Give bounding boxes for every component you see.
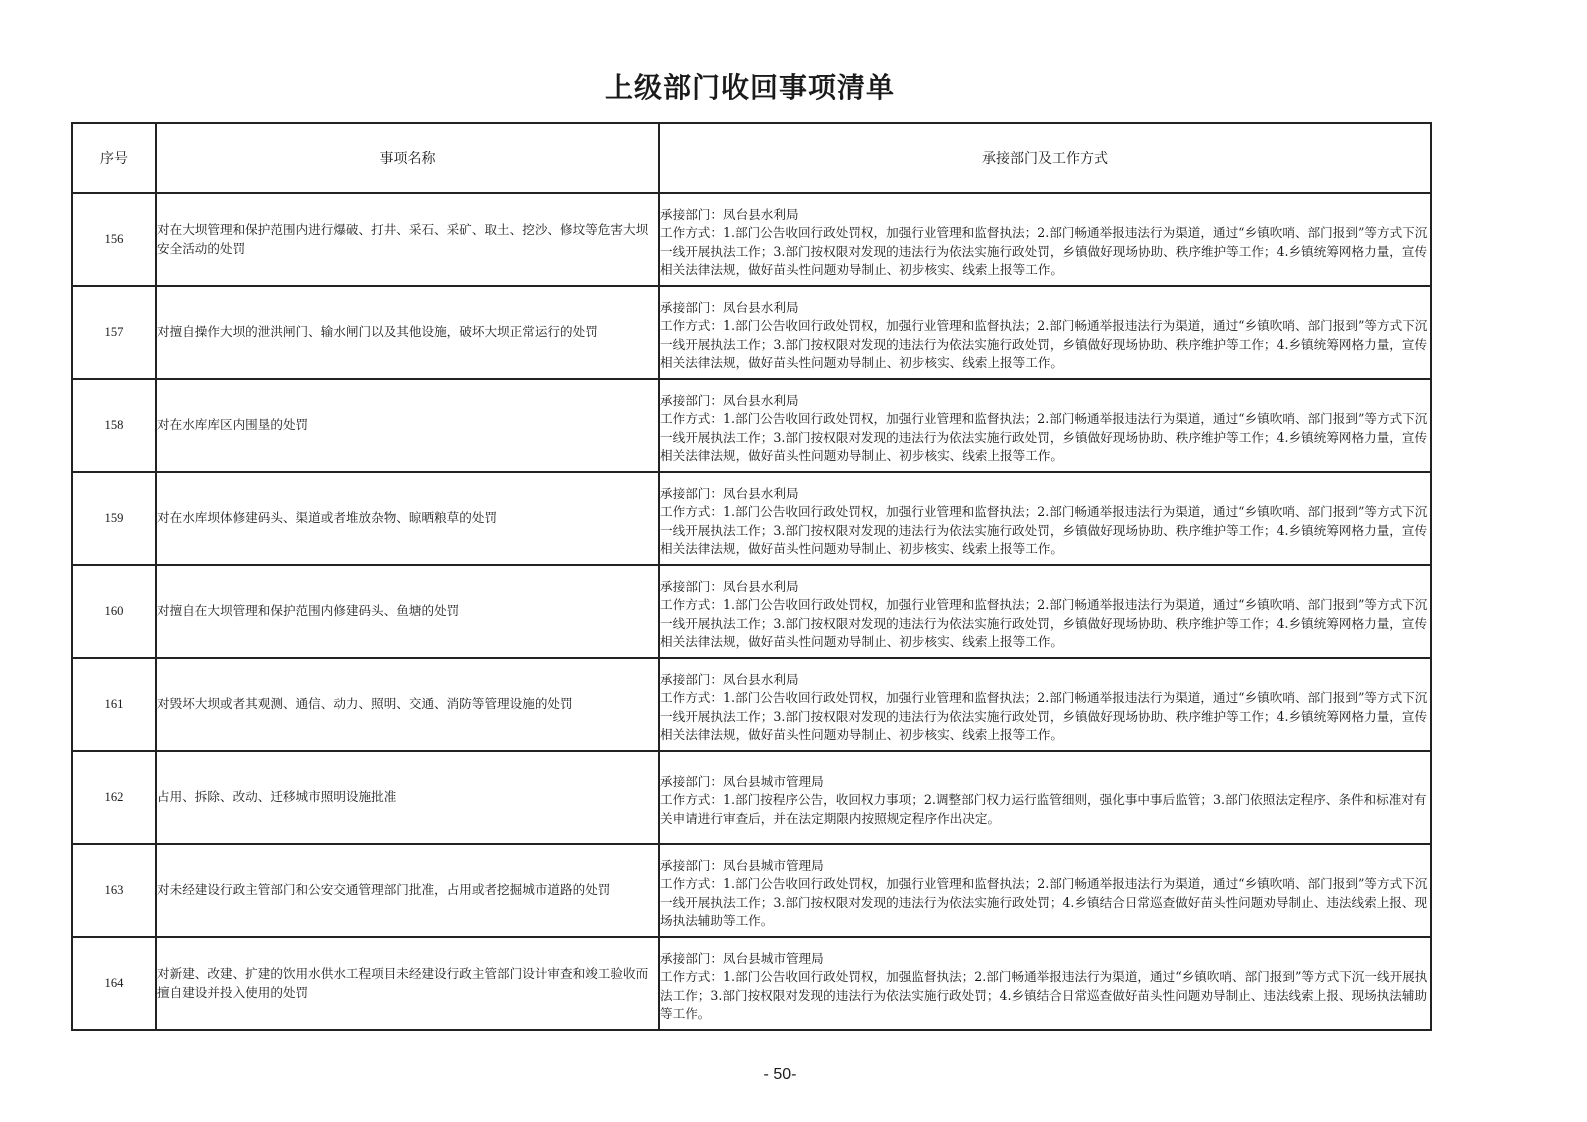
table-row <box>72 286 1431 379</box>
row-department: 承接部门：凤台县城市管理局 <box>660 773 824 789</box>
row-item-name: 对在水库库区内围垦的处罚 <box>156 379 659 472</box>
row-dept-method <box>659 937 1431 1030</box>
row-dept-method <box>659 472 1431 565</box>
table-row <box>72 937 1431 1030</box>
row-method: 工作方式：1.部门公告收回行政处罚权，加强行业管理和监督执法；2.部门畅通举报违法行为渠道，通过“乡镇吹哨、部门报到”等方式下沉一线开展执法工作；3.部门按权限对发现的违法行为依法实施行政处罚；4.乡镇结合日常巡查做好苗头性问题劝导制止、违法线索上报、现场执法辅助等工作。 <box>660 876 1428 928</box>
header-index: 序号 <box>72 123 156 193</box>
table-row <box>72 658 1431 751</box>
row-method: 工作方式：1.部门公告收回行政处罚权，加强行业管理和监督执法；2.部门畅通举报违法行为渠道，通过“乡镇吹哨、部门报到”等方式下沉一线开展执法工作；3.部门按权限对发现的违法行为依法实施行政处罚，乡镇做好现场协助、秩序维护等工作；4.乡镇统筹网格力量，宣传相关法律法规，做好苗头性问题劝导制止、初步核实、线索上报等工作。 <box>660 504 1428 556</box>
row-method: 工作方式：1.部门公告收回行政处罚权，加强行业管理和监督执法；2.部门畅通举报违法行为渠道，通过“乡镇吹哨、部门报到”等方式下沉一线开展执法工作；3.部门按权限对发现的违法行为依法实施行政处罚，乡镇做好现场协助、秩序维护等工作；4.乡镇统筹网格力量，宣传相关法律法规，做好苗头性问题劝导制止、初步核实、线索上报等工作。 <box>660 411 1428 463</box>
row-method: 工作方式：1.部门公告收回行政处罚权，加强行业管理和监督执法；2.部门畅通举报违法行为渠道，通过“乡镇吹哨、部门报到”等方式下沉一线开展执法工作；3.部门按权限对发现的违法行为依法实施行政处罚，乡镇做好现场协助、秩序维护等工作；4.乡镇统筹网格力量，宣传相关法律法规，做好苗头性问题劝导制止、初步核实、线索上报等工作。 <box>660 597 1428 649</box>
row-department: 承接部门：凤台县城市管理局 <box>660 857 824 873</box>
table-row <box>72 193 1431 286</box>
row-index: 162 <box>72 751 156 844</box>
table-header-row <box>72 123 1431 193</box>
table-row <box>72 751 1431 844</box>
row-index: 164 <box>72 937 156 1030</box>
table-row <box>72 472 1431 565</box>
row-dept-method <box>659 751 1431 844</box>
row-department: 承接部门：凤台县水利局 <box>660 485 799 501</box>
row-department: 承接部门：凤台县水利局 <box>660 206 799 222</box>
row-method: 工作方式：1.部门公告收回行政处罚权，加强行业管理和监督执法；2.部门畅通举报违法行为渠道，通过“乡镇吹哨、部门报到”等方式下沉一线开展执法工作；3.部门按权限对发现的违法行为依法实施行政处罚，乡镇做好现场协助、秩序维护等工作；4.乡镇统筹网格力量，宣传相关法律法规，做好苗头性问题劝导制止、初步核实、线索上报等工作。 <box>660 225 1428 277</box>
items-table <box>71 122 1432 1031</box>
row-index: 161 <box>72 658 156 751</box>
header-dept-method: 承接部门及工作方式 <box>659 123 1431 193</box>
row-department: 承接部门：凤台县城市管理局 <box>660 950 824 966</box>
row-department: 承接部门：凤台县水利局 <box>660 671 799 687</box>
row-item-name: 对毁坏大坝或者其观测、通信、动力、照明、交通、消防等管理设施的处罚 <box>156 658 659 751</box>
row-dept-method <box>659 379 1431 472</box>
page-number: - 50- <box>763 1066 797 1083</box>
row-method: 工作方式：1.部门公告收回行政处罚权，加强行业管理和监督执法；2.部门畅通举报违法行为渠道，通过“乡镇吹哨、部门报到”等方式下沉一线开展执法工作；3.部门按权限对发现的违法行为依法实施行政处罚，乡镇做好现场协助、秩序维护等工作；4.乡镇统筹网格力量，宣传相关法律法规，做好苗头性问题劝导制止、初步核实、线索上报等工作。 <box>660 318 1428 370</box>
table-row <box>72 379 1431 472</box>
row-index: 163 <box>72 844 156 937</box>
row-index: 158 <box>72 379 156 472</box>
row-item-name: 对新建、改建、扩建的饮用水供水工程项目未经建设行政主管部门设计审查和竣工验收而擅自建设并投入使用的处罚 <box>156 937 659 1030</box>
row-department: 承接部门：凤台县水利局 <box>660 299 799 315</box>
row-dept-method <box>659 658 1431 751</box>
document-title: 上级部门收回事项清单 <box>604 71 895 104</box>
row-item-name: 占用、拆除、改动、迁移城市照明设施批准 <box>156 751 659 844</box>
row-item-name: 对擅自在大坝管理和保护范围内修建码头、鱼塘的处罚 <box>156 565 659 658</box>
row-department: 承接部门：凤台县水利局 <box>660 578 799 594</box>
table-row <box>72 565 1431 658</box>
row-department: 承接部门：凤台县水利局 <box>660 392 799 408</box>
row-method: 工作方式：1.部门公告收回行政处罚权，加强监督执法；2.部门畅通举报违法行为渠道，通过“乡镇吹哨、部门报到”等方式下沉一线开展执法工作；3.部门按权限对发现的违法行为依法实施行政处罚；4.乡镇结合日常巡查做好苗头性问题劝导制止、违法线索上报、现场执法辅助等工作。 <box>660 969 1428 1021</box>
row-dept-method <box>659 193 1431 286</box>
row-index: 157 <box>72 286 156 379</box>
row-method: 工作方式：1.部门公告收回行政处罚权，加强行业管理和监督执法；2.部门畅通举报违法行为渠道，通过“乡镇吹哨、部门报到”等方式下沉一线开展执法工作；3.部门按权限对发现的违法行为依法实施行政处罚，乡镇做好现场协助、秩序维护等工作；4.乡镇统筹网格力量，宣传相关法律法规，做好苗头性问题劝导制止、初步核实、线索上报等工作。 <box>660 690 1428 742</box>
row-index: 159 <box>72 472 156 565</box>
row-method: 工作方式：1.部门按程序公告，收回权力事项；2.调整部门权力运行监管细则，强化事中事后监管；3.部门依照法定程序、条件和标准对有关申请进行审查后，并在法定期限内按照规定程序作出决定。 <box>660 792 1427 826</box>
row-item-name: 对擅自操作大坝的泄洪闸门、输水闸门以及其他设施，破坏大坝正常运行的处罚 <box>156 286 659 379</box>
row-index: 160 <box>72 565 156 658</box>
header-item-name: 事项名称 <box>156 123 659 193</box>
row-dept-method <box>659 844 1431 937</box>
row-item-name: 对未经建设行政主管部门和公安交通管理部门批准，占用或者挖掘城市道路的处罚 <box>156 844 659 937</box>
row-dept-method <box>659 565 1431 658</box>
table-row <box>72 844 1431 937</box>
row-item-name: 对在大坝管理和保护范围内进行爆破、打井、采石、采矿、取土、挖沙、修坟等危害大坝安全活动的处罚 <box>156 193 659 286</box>
row-index: 156 <box>72 193 156 286</box>
row-dept-method <box>659 286 1431 379</box>
row-item-name: 对在水库坝体修建码头、渠道或者堆放杂物、晾晒粮草的处罚 <box>156 472 659 565</box>
